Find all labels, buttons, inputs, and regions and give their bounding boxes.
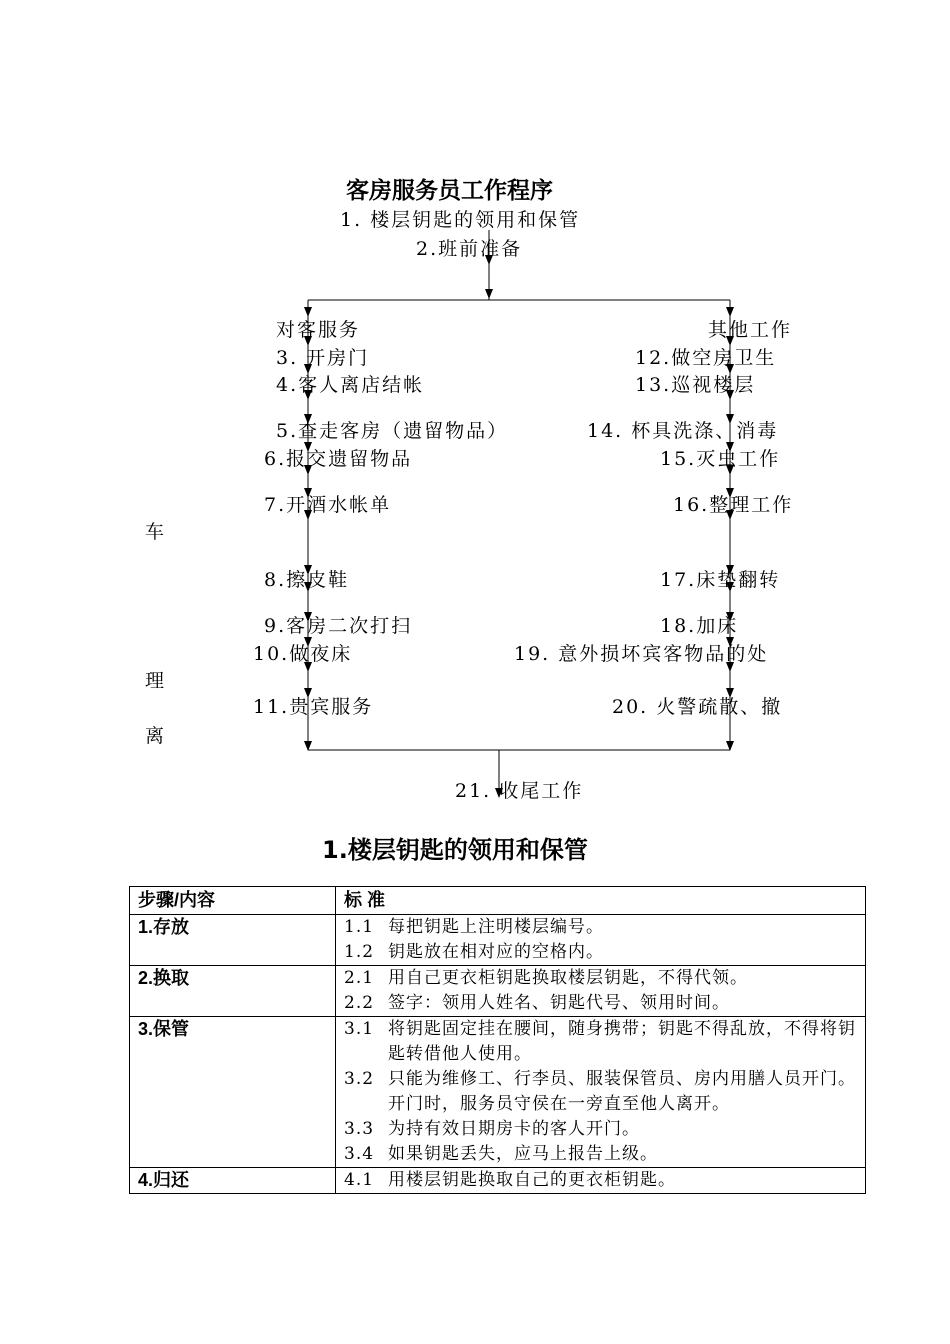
row-step: 1.存放 <box>130 915 336 966</box>
header-step: 步骤/内容 <box>130 887 336 915</box>
item-text: 签字：领用人姓名、钥匙代号、领用时间。 <box>388 993 730 1013</box>
flow-step-16: 16.整理工作 <box>673 494 794 516</box>
flow-step-3: 3. 开房门 <box>276 347 370 369</box>
left-branch-header: 对客服务 <box>276 319 361 341</box>
row-standards <box>336 915 866 966</box>
flow-step-11: 11.贵宾服务 <box>253 696 374 718</box>
flow-step-10: 10.做夜床 <box>253 643 353 665</box>
flow-step-18: 18.加床 <box>660 615 739 637</box>
item-number: 4.1 <box>344 1170 375 1190</box>
item-text: 用自己更衣柜钥匙换取楼层钥匙，不得代领。 <box>388 968 748 988</box>
table-row <box>130 966 866 1017</box>
row-standards <box>336 1017 866 1168</box>
flow-step-19: 19. 意外损坏宾客物品的处 <box>514 643 769 665</box>
flow-step-4: 4.客人离店结帐 <box>276 374 425 396</box>
flow-step-7: 7.开酒水帐单 <box>264 494 392 516</box>
row-standards <box>336 966 866 1017</box>
table-row <box>130 915 866 966</box>
item-number: 3.1 <box>344 1019 375 1039</box>
flow-step-9: 9.客房二次打扫 <box>264 615 413 637</box>
flow-step-5: 5.查走客房（遗留物品） <box>276 420 509 442</box>
flow-step-21: 21. 收尾工作 <box>455 780 584 802</box>
item-text: 为持有效日期房卡的客人开门。 <box>388 1119 640 1139</box>
item-text: 每把钥匙上注明楼层编号。 <box>388 917 604 937</box>
side-note-2: 理 <box>145 670 165 692</box>
item-number: 3.3 <box>344 1119 375 1139</box>
item-number: 2.2 <box>344 993 375 1013</box>
flow-step-2: 2.班前准备 <box>416 238 523 260</box>
row-standards <box>336 1168 866 1194</box>
flow-step-15: 15.灭虫工作 <box>660 448 781 470</box>
table-row <box>130 1017 866 1168</box>
flow-step-17: 17.床垫翻转 <box>660 569 781 591</box>
item-number: 1.2 <box>344 942 375 962</box>
row-step: 2.换取 <box>130 966 336 1017</box>
right-branch-header: 其他工作 <box>708 319 793 341</box>
flow-step-8: 8.擦皮鞋 <box>264 569 350 591</box>
item-text: 只能为维修工、行李员、服装保管员、房内用膳人员开门。开门时，服务员守侯在一旁直至他人离开。 <box>388 1069 856 1114</box>
flow-step-13: 13.巡视楼层 <box>635 374 756 396</box>
header-standard: 标 准 <box>336 887 866 915</box>
side-note-3: 离 <box>145 725 165 747</box>
side-note-1: 车 <box>145 521 165 543</box>
section-title: 1.楼层钥匙的领用和保管 <box>322 836 588 864</box>
flow-step-1: 1. 楼层钥匙的领用和保管 <box>340 209 581 231</box>
row-step: 3.保管 <box>130 1017 336 1168</box>
flow-step-6: 6.报交遗留物品 <box>264 448 413 470</box>
flow-step-12: 12.做空房卫生 <box>635 347 777 369</box>
item-text: 如果钥匙丢失，应马上报告上级。 <box>388 1144 658 1164</box>
flow-step-20: 20. 火警疏散、撤 <box>612 696 783 718</box>
table-header-row <box>130 887 866 915</box>
table-row <box>130 1168 866 1194</box>
item-number: 3.2 <box>344 1069 375 1089</box>
item-number: 3.4 <box>344 1144 375 1164</box>
row-step: 4.归还 <box>130 1168 336 1194</box>
flow-step-14: 14. 杯具洗涤、消毒 <box>587 420 779 442</box>
item-text: 钥匙放在相对应的空格内。 <box>388 942 604 962</box>
item-number: 2.1 <box>344 968 375 988</box>
item-text: 将钥匙固定挂在腰间，随身携带；钥匙不得乱放，不得将钥匙转借他人使用。 <box>388 1019 856 1064</box>
item-text: 用楼层钥匙换取自己的更衣柜钥匙。 <box>388 1170 676 1190</box>
standards-table <box>129 886 866 1194</box>
page-title: 客房服务员工作程序 <box>346 178 553 204</box>
item-number: 1.1 <box>344 917 375 937</box>
